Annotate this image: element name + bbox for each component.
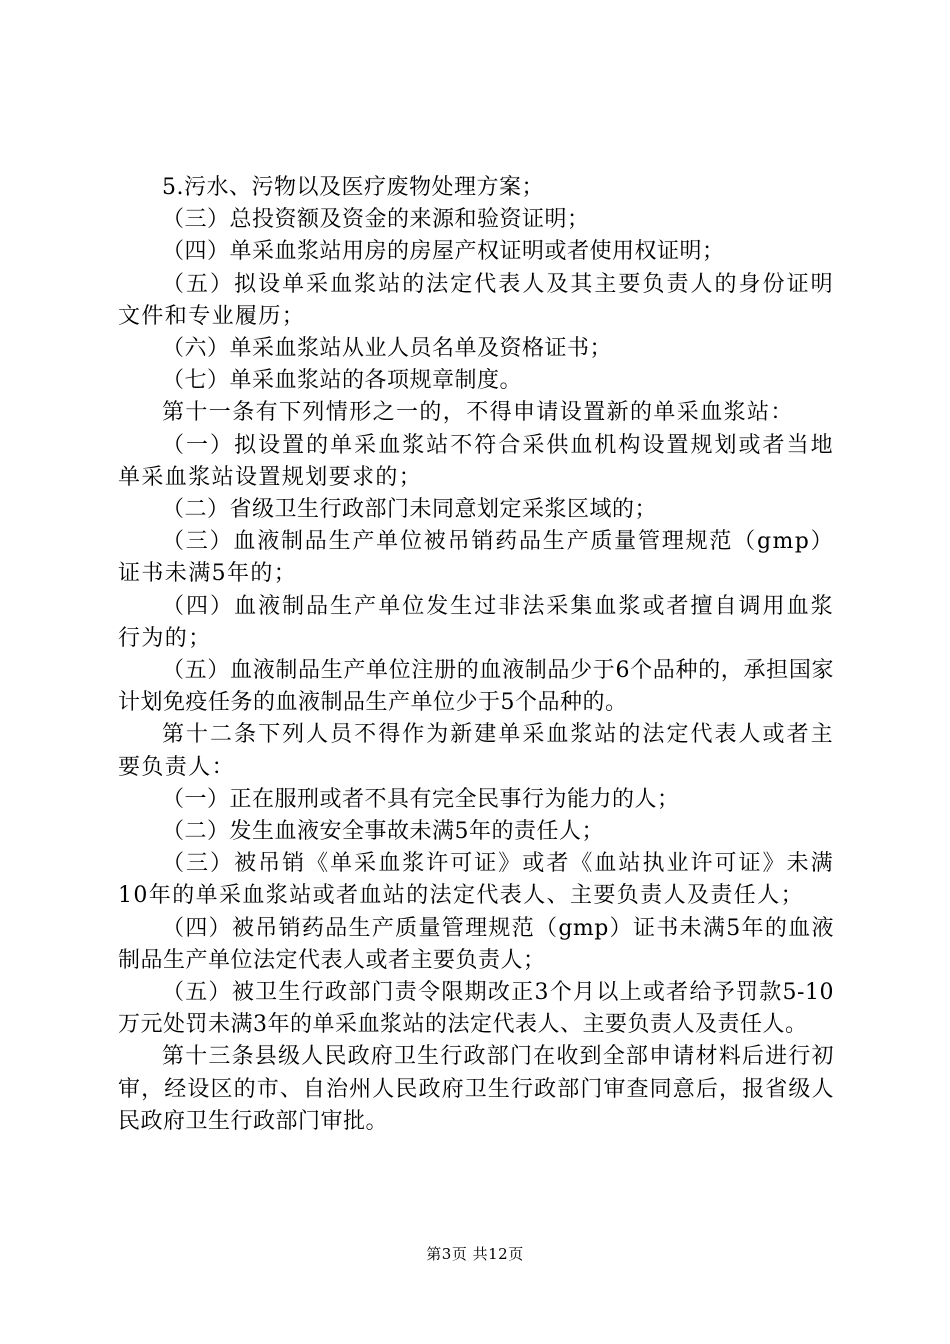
article-12-item-1: （一）正在服刑或者不具有完全民事行为能力的人； xyxy=(162,786,680,812)
article-11-item-5: （五）血液制品生产单位注册的血液制品少于6个品种的，承担国家计划免疫任务的血液制品生产单位少于5个品种的。 xyxy=(118,658,834,716)
article-11-item-2: （二）省级卫生行政部门未同意划定采浆区域的； xyxy=(162,497,658,523)
paragraph-item-3: （三）总投资额及资金的来源和验资证明； xyxy=(162,207,590,233)
article-12: 第十二条下列人员不得作为新建单采血浆站的法定代表人或者主要负责人： xyxy=(118,722,834,780)
article-13: 第十三条县级人民政府卫生行政部门在收到全部申请材料后进行初审，经设区的市、自治州人民政府卫生行政部门审查同意后，报省级人民政府卫生行政部门审批。 xyxy=(118,1044,834,1134)
paragraph-item-4: （四）单采血浆站用房的房屋产权证明或者使用权证明； xyxy=(162,239,725,265)
paragraph-item-6: （六）单采血浆站从业人员名单及资格证书； xyxy=(162,336,613,362)
page-number-footer: 第3页 共12页 xyxy=(426,1245,524,1263)
document-body xyxy=(118,172,834,1138)
article-11-item-4: （四）血液制品生产单位发生过非法采集血浆或者擅自调用血浆行为的； xyxy=(118,593,834,651)
article-12-item-4: （四）被吊销药品生产质量管理规范（gmp）证书未满5年的血液制品生产单位法定代表人或者主要负责人； xyxy=(118,915,834,973)
paragraph-item-5: 5.污水、污物以及医疗废物处理方案； xyxy=(162,175,544,200)
article-11: 第十一条有下列情形之一的，不得申请设置新的单采血浆站： xyxy=(162,400,794,426)
article-11-item-3: （三）血液制品生产单位被吊销药品生产质量管理规范（gmp）证书未满5年的； xyxy=(118,529,834,587)
article-12-item-2: （二）发生血液安全事故未满5年的责任人； xyxy=(162,819,604,845)
article-12-item-3: （三）被吊销《单采血浆许可证》或者《血站执业许可证》未满10年的单采血浆站或者血站的法定代表人、主要负责人及责任人； xyxy=(118,851,834,909)
paragraph-item-5b: （五）拟设单采血浆站的法定代表人及其主要负责人的身份证明文件和专业履历； xyxy=(118,271,834,329)
article-11-item-1: （一）拟设置的单采血浆站不符合采供血机构设置规划或者当地单采血浆站设置规划要求的； xyxy=(118,432,834,490)
paragraph-item-7: （七）单采血浆站的各项规章制度。 xyxy=(162,368,523,394)
article-12-item-5: （五）被卫生行政部门责令限期改正3个月以上或者给予罚款5-10万元处罚未满3年的单采血浆站的法定代表人、主要负责人及责任人。 xyxy=(118,980,834,1038)
